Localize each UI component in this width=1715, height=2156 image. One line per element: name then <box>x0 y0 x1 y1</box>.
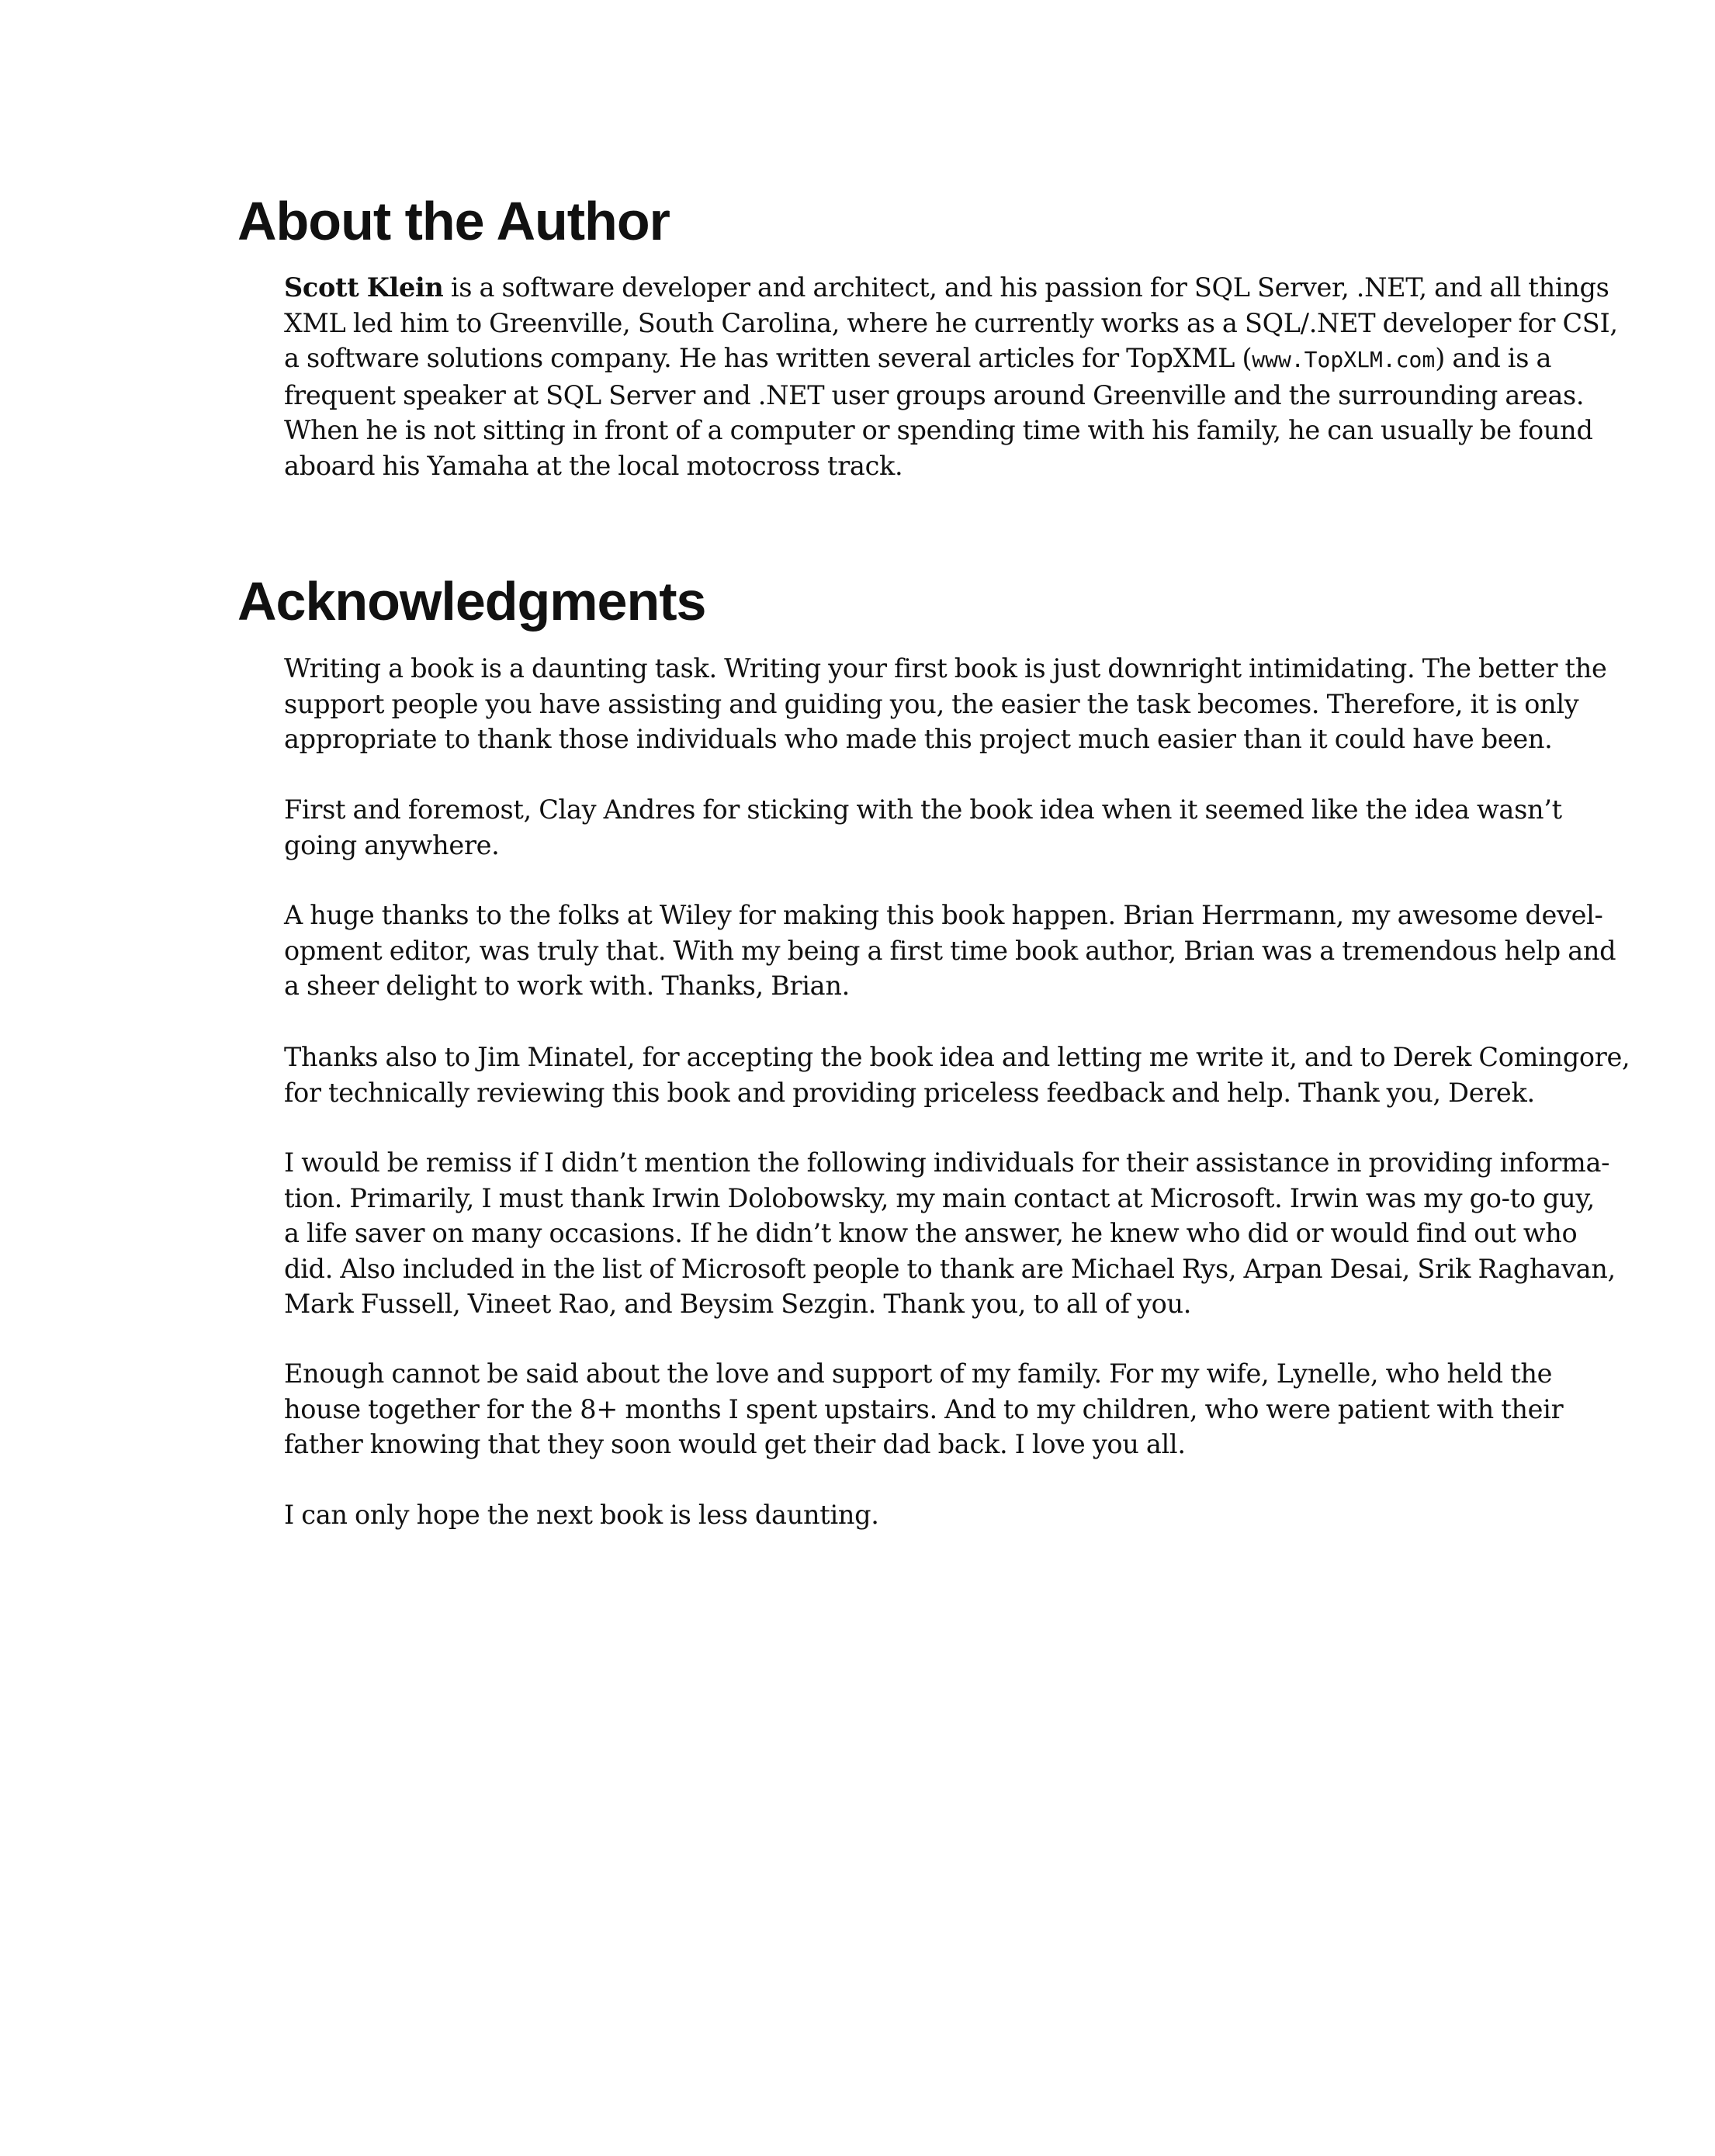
about-author-paragraph <box>284 270 1650 483</box>
ack-paragraph <box>284 792 1650 863</box>
ack-line: Thanks also to Jim Minatel, for accepting the book idea and letting me write it, and to Derek Comingore, <box>284 1042 1630 1072</box>
ack-line: a sheer delight to work with. Thanks, Brian. <box>284 971 850 1001</box>
about-line-6: aboard his Yamaha at the local motocross track. <box>284 450 903 481</box>
ack-line: A huge thanks to the folks at Wiley for making this book happen. Brian Herrmann, my awesome devel- <box>284 900 1603 930</box>
about-line-4: frequent speaker at SQL Server and .NET user groups around Greenville and the surrounding areas. <box>284 379 1585 410</box>
ack-line: Mark Fussell, Vineet Rao, and Beysim Sezgin. Thank you, to all of you. <box>284 1289 1192 1319</box>
about-line-3 <box>284 341 1650 378</box>
ack-paragraph <box>284 1497 1650 1533</box>
ack-line: I can only hope the next book is less daunting. <box>284 1500 879 1530</box>
ack-line: a life saver on many occasions. If he didn’t know the answer, he knew who did or would find out who <box>284 1218 1578 1248</box>
ack-line: opment editor, was truly that. With my being a first time book author, Brian was a tremendous help and <box>284 935 1616 966</box>
ack-line: I would be remiss if I didn’t mention the following individuals for their assistance in providing informa- <box>284 1147 1610 1178</box>
about-line-3-end: ) and is a <box>1435 343 1552 373</box>
ack-line: First and foremost, Clay Andres for sticking with the book idea when it seemed like the idea wasn’t <box>284 794 1562 825</box>
ack-line: Writing a book is a daunting task. Writing your first book is just downright intimidating. The better the <box>284 653 1607 683</box>
author-name: Scott Klein <box>284 272 444 303</box>
ack-line: for technically reviewing this book and providing priceless feedback and help. Thank you, Derek. <box>284 1077 1535 1108</box>
about-line-5: When he is not sitting in front of a computer or spending time with his family, he can usually be found <box>284 415 1593 445</box>
ack-paragraph <box>284 1356 1650 1462</box>
ack-line: going anywhere. <box>284 829 500 860</box>
about-line-1-rest: is a software developer and architect, and his passion for SQL Server, .NET, and all things <box>443 272 1609 303</box>
website-url: www.TopXLM.com <box>1252 347 1436 372</box>
acknowledgments-heading: Acknowledgments <box>237 571 706 632</box>
ack-line: Enough cannot be said about the love and support of my family. For my wife, Lynelle, who held the <box>284 1358 1553 1389</box>
ack-line: tion. Primarily, I must thank Irwin Dolobowsky, my main contact at Microsoft. Irwin was my go-to guy, <box>284 1182 1595 1213</box>
ack-paragraph <box>284 1040 1650 1110</box>
ack-line: support people you have assisting and guiding you, the easier the task becomes. Therefore, it is only <box>284 688 1579 719</box>
ack-paragraph <box>284 1145 1650 1322</box>
ack-line: house together for the 8+ months I spent upstairs. And to my children, who were patient with their <box>284 1393 1564 1424</box>
ack-paragraph <box>284 651 1650 757</box>
ack-line: appropriate to thank those individuals who made this project much easier than it could have been. <box>284 724 1553 754</box>
ack-line: father knowing that they soon would get their dad back. I love you all. <box>284 1429 1186 1459</box>
about-line-1 <box>284 270 1650 306</box>
about-line-2: XML led him to Greenville, South Carolina, where he currently works as a SQL/.NET developer for CSI, <box>284 307 1618 338</box>
about-author-heading: About the Author <box>237 191 670 251</box>
ack-paragraph <box>284 898 1650 1004</box>
about-line-3-start: a software solutions company. He has written several articles for TopXML ( <box>284 343 1252 373</box>
ack-line: did. Also included in the list of Microsoft people to thank are Michael Rys, Arpan Desai, Srik Raghavan, <box>284 1253 1616 1284</box>
